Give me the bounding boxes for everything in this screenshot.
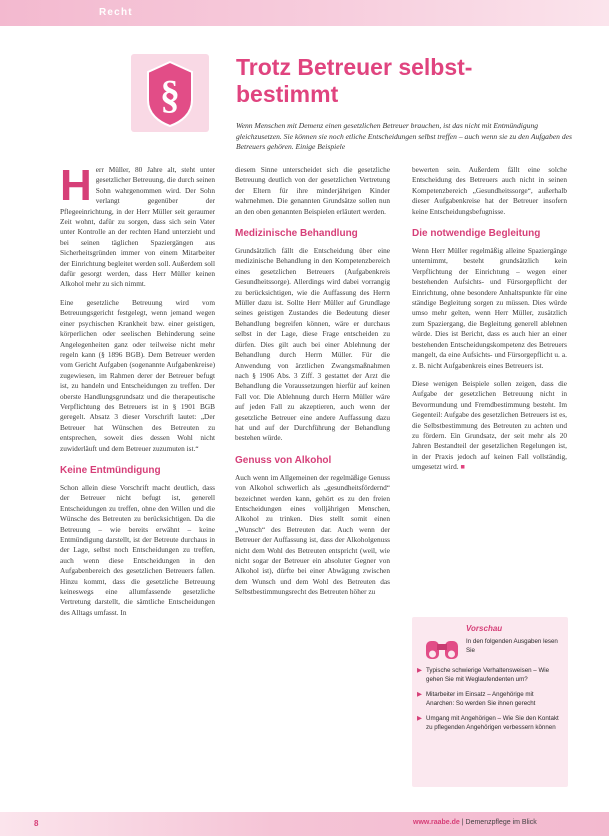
title-line-2: bestimmt <box>236 81 339 107</box>
paragraph-behandlung: Grundsätzlich fällt die Entscheidung über eine medizinische Behandlung in den Kompetenzbereich eines gesetzlichen Betreuers (Aufgabenkreis Gesundheitssorge). Allerdings wird dabei vorrangig zu berücksichtigen, wie die Auffassung des Herrn Müller dazu ist. Sollte Herr Müller auf Grundlage seines geistigen Zustandes die Bedeutung dieser Behandlung begreifen können, wäre er durchaus selbst in der Lage, diese Frage entscheiden zu dürfen. Dies gilt auch bei einer Ablehnung der Behandlung durch Herrn Müller. Für die Anwendung von ärztlichen Zwangsmaßnahmen nach § 1906 Abs. 3 Ziff. 3 gestattet der Arzt die Behandlung die Voraussetzungen hierfür auf keinen Fall vor. Die Ablehnung durch Herrn Müller wäre auf jeden Fall zu akzeptieren, auch wenn der gesetzliche Betreuer eine andere Auffassung dazu hat und auf der Durchführung der Behandlung bestehen würde. <box>235 246 390 443</box>
paragraph-kompetenz: bewerten sein. Außerdem fällt eine solche Entscheidung des Betreuers auch nicht in seinen Kompetenzbereich „Gesundheitssorge“, außerhalb dieser Aufgabenkreise hat der Betreuer insofern keine Entscheidungsbefugnisse. <box>412 165 567 216</box>
preview-item-text: Mitarbeiter im Einsatz – Angehörige mit Anarchen: So werden Sie ihnen gerecht <box>426 691 536 707</box>
fazit-text: Diese wenigen Beispiele sollen zeigen, dass die Aufgabe der gesetzlichen Betreuung nicht in Bevormundung und Fremdbestimmung besteht. Im Gegenteil: Aufgabe des gesetzlichen Betreuers ist es, die Selbstbestimmung des Betreuten zu achten und zu fördern. Ein Grundsatz, der seit mehr als 20 Jahren Bestandteil der gesetzlichen Regelungen ist, in der Praxis jedoch auf keinen Fall vollständig, umgesetzt wird. <box>412 378 567 472</box>
site-link[interactable]: www.raabe.de <box>413 819 460 826</box>
binoculars-icon <box>424 635 460 661</box>
footer-site <box>413 819 537 826</box>
column-2 <box>235 165 390 606</box>
paragraph-betreuung: Eine gesetzliche Betreuung wird vom Betreuungsgericht festgelegt, wenn jemand wegen einer psychischen Krankheit bzw. einer geistigen, körperlichen oder seelischen Behinderung seine Angelegenheiten ganz oder teilweise nicht mehr regeln kann (§ 1896 BGB). Dem Betreuer werden vom Gericht Aufgaben (sogenannte Aufgabenkreise) zugewiesen, im Rahmen derer der Betreuer befugt ist, zu handeln und Entscheidungen zu treffen. Der oberste Handlungsgrundsatz und die therapeutische Verpflichtung des Betreuers ist in § 1901 BGB geregelt. Absatz 3 dieser Vorschrift lautet: „Der Betreuer hat Wünschen des Betreuten zu entsprechen, soweit dies dessen Wohl nicht zuwiderläuft und dem Betreuer zuzumuten ist.“ <box>60 297 215 453</box>
paragraph-shield-icon <box>145 60 195 128</box>
paragraph-entmuendigung: Schon allein diese Vorschrift macht deutlich, dass der Betreuer nicht befugt ist, generell Entscheidungen zu treffen, ohne den Willen und die Wünsche des Betreuten zu berücksichtigen. Da die Betreuung – wie bereits erwähnt – keine Entmündigung darstellt, ist der Betreute durchaus in der Lage, selbst noch Entscheidungen zu treffen, auch wenn diese Entscheidungen in den Aufgabenbereich des gesetzlichen Betreuers fallen. Hinzu kommt, dass die gesetzliche Betreuung keineswegs eine allumfassende gesetzliche Vertretung darstellt, die sämtliche Entscheidungen des Alltags umfasst. In <box>60 482 215 617</box>
footer-publication: | Demenzpflege im Blick <box>459 819 537 826</box>
footer-bar <box>0 812 609 836</box>
preview-list <box>416 667 562 739</box>
heading-genuss-von-alkohol: Genuss von Alkohol <box>235 454 332 466</box>
svg-text:§: § <box>160 72 180 117</box>
heading-keine-entmuendigung: Keine Entmündigung <box>60 464 161 476</box>
article-lead: Wenn Menschen mit Demenz einen gesetzlichen Betreuer brauchen, ist das nicht mit Entmündigung gleichzusetzen. Sie können sie noch etliche Entscheidungen selbst treffen – auch wenn sie zu den Aufgaben des Betreuers gehören. Einige Beispiele <box>236 121 572 151</box>
paragraph-intro <box>60 161 215 290</box>
bullet-arrow-icon: ▶ <box>417 715 422 722</box>
preview-item-text: Umgang mit Angehörigen – Wie Sie den Kontakt zu pflegenden Angehörigen verbessern können <box>426 715 559 731</box>
paragraph-continuation: diesem Sinne unterscheidet sich die gesetzliche Betreuung deutlich von der gesetzlichen Vertretung der Eltern für ihre minderjährigen Kinder wahrnehmen. Die genannten Grundsätze sollen nun an den oben genannten Beispielen erläutert werden. <box>235 165 390 216</box>
paragraph-alkohol: Auch wenn im Allgemeinen der regelmäßige Genuss von Alkohol schwerlich als „gesundheitsfördernd“ bezeichnet werden kann, gehört es zu den freien Entscheidungen eines volljährigen Menschen, Alkohol zu trinken. Dies stellt somit einen „Wunsch“ des Betreuten dar. Auch wenn der Betreuer der Auffassung ist, dass der Alkoholgenuss nicht dem Wohl des Betreuten entspricht (weil, wie nicht sogar der Betreuer ein absoluter Gegner von Alkohol ist), dürfte bei einer Abwägung zwischen dem Wunsch und dem Wohl des Betreuten das Selbstbestimmungsrecht des Betreuten höher zu <box>235 472 390 597</box>
paragraph-fazit <box>412 379 567 473</box>
paragraph-begleitung: Wenn Herr Müller regelmäßig alleine Spaziergänge unternimmt, besteht grundsätzlich kein Verpflichtung der Einrichtung – wegen einer bestehenden Aufsichts- und Fürsorgepflicht der Einrichtung, ohne besondere Anhaltspunkte für eine ständige Begleitung sorgen zu müssen. Dies würde umso mehr gelten, wenn Herr Müller, zusätzlich zum Spaziergang, die Begleitung generell ablehnen würde. Dies ist Bericht, dass es auch hier an einer bestehenden Entscheidungskompetenz des Betreuers mangelt, da eine Aufsichts- und Fürsorgepflicht u. a. z. B. nicht Aufgabenkreis eines Betreuers ist. <box>412 246 567 370</box>
title-line-1: Trotz Betreuer selbst- <box>236 54 473 80</box>
preview-item <box>416 667 562 684</box>
column-1 <box>60 161 215 626</box>
preview-box <box>412 617 568 787</box>
preview-subtitle: In den folgenden Ausgaben lesen Sie <box>466 638 558 654</box>
intro-text: err Müller, 80 Jahre alt, steht unter gesetzlicher Betreuung, die durch seinen Sohn wahrgenommen wird. Der Sohn verlangt gegenüber der Pflegeeinrichtung, in der Herr Müller seit geraumer Zeit wohnt, dafür zu sorgen, dass sich sein Vater unter Kontrolle an der rechten Hand unterzieht und bei seinen täglichen Spaziergängen aus Sicherheitsgründen immer von einem Mitarbeiter der Einrichtung begleitet werden soll. Außerdem soll dafür gesorgt werden, dass Herr Müller keinen Alkohol mehr zu sich nimmt. <box>60 165 215 289</box>
end-mark: ■ <box>460 462 465 472</box>
preview-item <box>416 715 562 732</box>
section-label: Recht <box>99 7 133 18</box>
header-bar <box>0 0 609 26</box>
drop-cap: H <box>60 161 92 210</box>
page-number: 8 <box>34 819 39 828</box>
column-3 <box>412 165 567 481</box>
preview-item <box>416 691 562 708</box>
preview-item-text: Typische schwierige Verhaltensweisen – Wie gehen Sie mit Weglaufendenten um? <box>426 667 550 683</box>
preview-heading: Vorschau <box>466 624 503 633</box>
bullet-arrow-icon: ▶ <box>417 667 422 674</box>
bullet-arrow-icon: ▶ <box>417 691 422 698</box>
heading-medizinische-behandlung: Medizinische Behandlung <box>235 228 358 240</box>
heading-notwendige-begleitung: Die notwendige Begleitung <box>412 228 541 240</box>
article-title <box>236 54 566 108</box>
